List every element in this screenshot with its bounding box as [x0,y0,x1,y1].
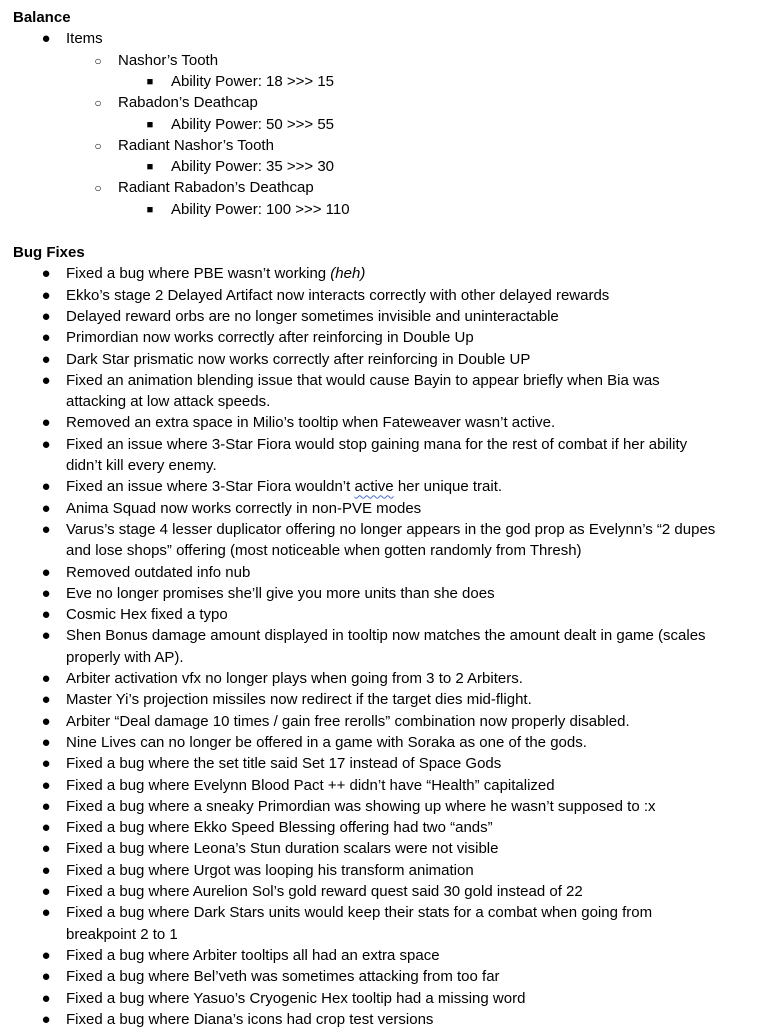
bullet-disc: ● [41,563,51,581]
bugfix-text: Fixed a bug where PBE wasn’t working [66,265,331,283]
bugfix-text: Fixed an issue where 3-Star Fiora wouldn’t [66,478,355,496]
bullet-disc: ● [41,819,51,837]
bugfix-text: Fixed a bug where Bel’veth was sometimes attacking from too far [66,968,500,986]
bullet-disc: ● [41,371,51,389]
bugfix-line [66,413,555,433]
item-name: Nashor’s Tooth [118,51,219,69]
bugfix-line [66,477,502,497]
bugfix-line [66,350,530,370]
bullet-square: ■ [146,203,154,216]
bugfix-text: Fixed a bug where Diana’s icons had crop test versions [66,1010,434,1028]
bugfix-line [66,626,706,646]
bugfix-text: Fixed a bug where Dark Stars units would keep their stats for a combat when going from [66,904,653,922]
bullet-disc: ● [41,776,51,794]
bullet-disc: ● [41,606,51,624]
item-name: Radiant Rabadon’s Deathcap [118,179,314,197]
bugfix-line [66,989,525,1009]
bugfix-line [66,712,630,732]
bullet-circle: ○ [94,53,102,68]
bullet-circle: ○ [94,181,102,196]
bugfix-line [66,584,495,604]
bullet-disc: ● [41,712,51,730]
item-change: Ability Power: 100 >>> 110 [171,200,350,218]
bugfix-line [66,541,582,561]
bugfix-line [66,839,498,859]
bugfix-line [66,967,500,987]
bullet-disc: ● [41,989,51,1007]
bullet-disc: ● [41,307,51,325]
bugfix-line [66,882,583,902]
bugfix-text: Fixed a bug where a sneaky Primordian was showing up where he wasn’t supposed to :x [66,797,656,815]
bullet-square: ■ [146,161,154,174]
bullet-disc: ● [41,30,51,48]
bugfix-text: Fixed an issue where 3-Star Fiora would stop gaining mana for the rest of combat if her ability [66,435,688,453]
bugfix-text: Removed outdated info nub [66,563,251,581]
bugfix-text: Delayed reward orbs are no longer sometimes invisible and uninteractable [66,307,559,325]
item-name: Radiant Nashor’s Tooth [118,136,274,154]
item-change: Ability Power: 35 >>> 30 [171,158,335,176]
bugfix-line [66,776,555,796]
bugfix-text: Fixed a bug where Urgot was looping his transform animation [66,861,474,879]
item-change: Ability Power: 50 >>> 55 [171,115,335,133]
bugfix-text: Varus’s stage 4 lesser duplicator offering no longer appears in the god prop as Evelynn’s “2 dupes [66,520,716,538]
bugfix-text: Fixed a bug where Arbiter tooltips all had an extra space [66,946,440,964]
bugfix-text: Fixed an animation blending issue that would cause Bayin to appear briefly when Bia was [66,371,660,389]
bugfix-text: Fixed a bug where Leona’s Stun duration scalars were not visible [66,840,499,858]
bugfix-text: properly with AP). [66,648,184,666]
item-change: Ability Power: 18 >>> 15 [171,72,335,90]
bugfix-text: didn’t kill every enemy. [66,457,217,474]
bugfix-text: Arbiter activation vfx no longer plays when going from 3 to 2 Arbiters. [66,670,523,687]
bugfix-line [66,563,250,583]
spellcheck-underlined-word: active [354,478,394,496]
bugfix-text: Fixed a bug where Yasuo’s Cryogenic Hex tooltip had a missing word [66,989,526,1007]
bugfix-line [66,797,656,817]
bullet-disc: ● [41,329,51,347]
bugfix-text: her unique trait. [393,478,503,496]
bugfix-text: Dark Star prismatic now works correctly after reinforcing in Double UP [66,350,531,368]
bugfix-text: Ekko’s stage 2 Delayed Artifact now interacts correctly with other delayed rewards [66,286,610,304]
bugfix-text: attacking at low attack speeds. [66,393,271,411]
bugfix-line [66,392,270,412]
bugfix-line [66,264,365,284]
bugfix-line [66,754,501,774]
bullet-disc: ● [41,478,51,496]
bugfix-italic: (heh) [330,265,366,283]
bullet-circle: ○ [94,138,102,153]
bugfix-line [66,1010,433,1030]
bugfix-line [66,456,217,476]
bullet-disc: ● [41,968,51,986]
bullet-disc: ● [41,733,51,751]
item-name: Rabadon’s Deathcap [118,94,258,112]
bugfix-text: Fixed a bug where the set title said Set 17 instead of Space Gods [66,755,502,773]
bullet-disc: ● [41,584,51,602]
items-label: Items [66,30,103,48]
bugfix-line [66,903,652,923]
bugfix-text: Arbiter “Deal damage 10 times / gain free rerolls” combination now properly disabled. [66,712,630,730]
bullet-disc: ● [41,840,51,858]
bugfix-text: Anima Squad now works correctly in non-PVE modes [66,499,422,517]
bullet-disc: ● [41,414,51,432]
bugfix-line [66,499,421,519]
bugfix-text: Cosmic Hex fixed a typo [66,606,228,624]
bullet-circle: ○ [94,96,102,111]
bugfix-text: Removed an extra space in Milio’s tooltip when Fateweaver wasn’t active. [66,414,556,432]
bullet-disc: ● [41,435,51,453]
bugfix-line [66,435,687,455]
bugfix-line [66,605,228,625]
bugfix-text: Fixed a bug where Aurelion Sol’s gold reward quest said 30 gold instead of 22 [66,883,583,900]
bugfix-line [66,690,532,710]
bugfix-text: Nine Lives can no longer be offered in a game with Soraka as one of the gods. [66,733,587,751]
bullet-square: ■ [146,118,154,131]
bullet-disc: ● [41,286,51,304]
bugfix-line [66,669,523,689]
bugfix-line [66,648,184,668]
bullet-disc: ● [41,670,51,687]
bullet-square: ■ [146,75,154,88]
bugfix-line [66,733,587,753]
bugfix-text: Eve no longer promises she’ll give you more units than she does [66,584,495,602]
balance-heading: Balance [13,9,71,26]
bullet-disc: ● [41,520,51,538]
bullet-disc: ● [41,883,51,900]
bugfix-text: Fixed a bug where Evelynn Blood Pact ++ didn’t have “Health” capitalized [66,776,555,794]
bugfix-line [66,861,474,881]
bugfix-text: Primordian now works correctly after reinforcing in Double Up [66,329,474,347]
bullet-disc: ● [41,691,51,709]
bullet-disc: ● [41,755,51,773]
bugfix-line [66,371,660,391]
bugfix-line [66,925,178,945]
bullet-disc: ● [41,627,51,645]
bugfix-line [66,307,559,327]
bugfix-line [66,286,609,306]
bullet-disc: ● [41,499,51,517]
bugfix-text: and lose shops” offering (most noticeable when gotten randomly from Thresh) [66,542,582,560]
bullet-disc: ● [41,265,51,283]
bugfix-line [66,946,440,966]
bullet-disc: ● [41,1010,51,1028]
bullet-disc: ● [41,861,51,879]
bullet-disc: ● [41,797,51,815]
bullet-disc: ● [41,946,51,964]
bugfix-line [66,818,493,838]
bugfixes-heading: Bug Fixes [13,244,85,261]
bugfix-text: Master Yi’s projection missiles now redirect if the target dies mid-flight. [66,691,532,709]
bullet-disc: ● [41,350,51,368]
bullet-disc: ● [41,904,51,922]
bugfix-text: Fixed a bug where Ekko Speed Blessing offering had two “ands” [66,819,493,837]
bugfix-text: breakpoint 2 to 1 [66,925,178,943]
bugfix-line [66,328,474,348]
bugfix-line [66,520,715,540]
bugfix-text: Shen Bonus damage amount displayed in tooltip now matches the amount dealt in game (scales [66,627,706,645]
